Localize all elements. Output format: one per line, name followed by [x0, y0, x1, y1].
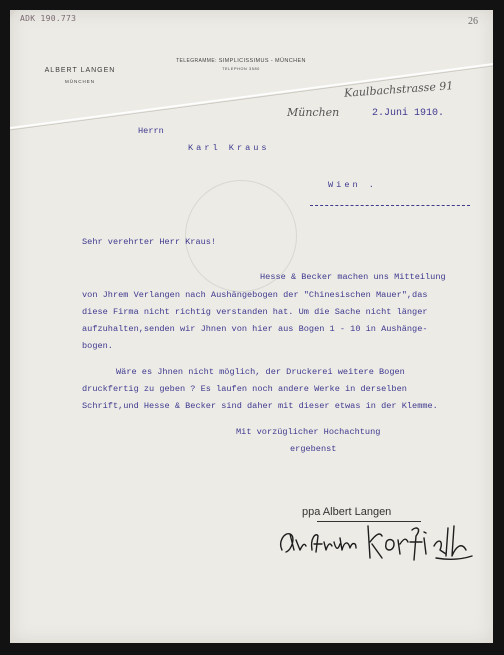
place: München: [287, 106, 340, 119]
sender-city: MÜNCHEN: [65, 79, 95, 84]
handwritten-signature: [276, 520, 476, 568]
greeting: Sehr verehrter Herr Kraus!: [82, 237, 217, 247]
recipient-underline: [310, 205, 470, 206]
body-line: Hesse & Becker machen uns Mitteilung: [260, 272, 446, 282]
street-address: Kaulbachstrasse 91: [343, 79, 454, 100]
page-number: 26: [468, 16, 478, 27]
body-line: von Jhrem Verlangen nach Aushängebogen der "Chinesischen Mauer",das: [82, 290, 428, 300]
telephone: TELEPHON 3580: [222, 67, 260, 71]
body-line: aufzuhalten,senden wir Jhnen von hier aus Bogen 1 - 10 in Aushänge-: [82, 324, 428, 334]
sender-name: ALBERT LANGEN: [44, 67, 116, 74]
letter-sheet: [10, 10, 493, 643]
closing-ergebenst: ergebenst: [290, 444, 337, 454]
recipient-name: Karl Kraus: [188, 143, 270, 153]
body-line: druckfertig zu geben ? Es laufen noch andere Werke in derselben: [82, 384, 407, 394]
body-line: bogen.: [82, 341, 113, 351]
body-line: Schrift,und Hesse & Becker sind daher mit dieser etwas in der Klemme.: [82, 401, 438, 411]
recipient-salutation: Herrn: [138, 126, 164, 136]
pp-line: ppa Albert Langen: [302, 506, 392, 518]
telegram-address: SIMPLICISSIMUS - MÜNCHEN: [218, 58, 306, 64]
telegram-prefix: TELEGRAMME:: [176, 58, 217, 64]
letterhead-sender: [38, 67, 122, 84]
letter-date: 2.Juni 1910.: [372, 108, 445, 119]
archive-mark: ADK 190.773: [20, 14, 77, 23]
body-line: diese Firma nicht richtig verstanden hat. Um die Sache nicht länger: [82, 307, 428, 317]
letterhead-telegram: [176, 58, 306, 71]
body-line: Wäre es Jhnen nicht möglich, der Druckerei weitere Bogen: [116, 367, 405, 377]
recipient-city: Wien .: [328, 180, 377, 190]
closing: Mit vorzüglicher Hochachtung: [236, 427, 381, 437]
